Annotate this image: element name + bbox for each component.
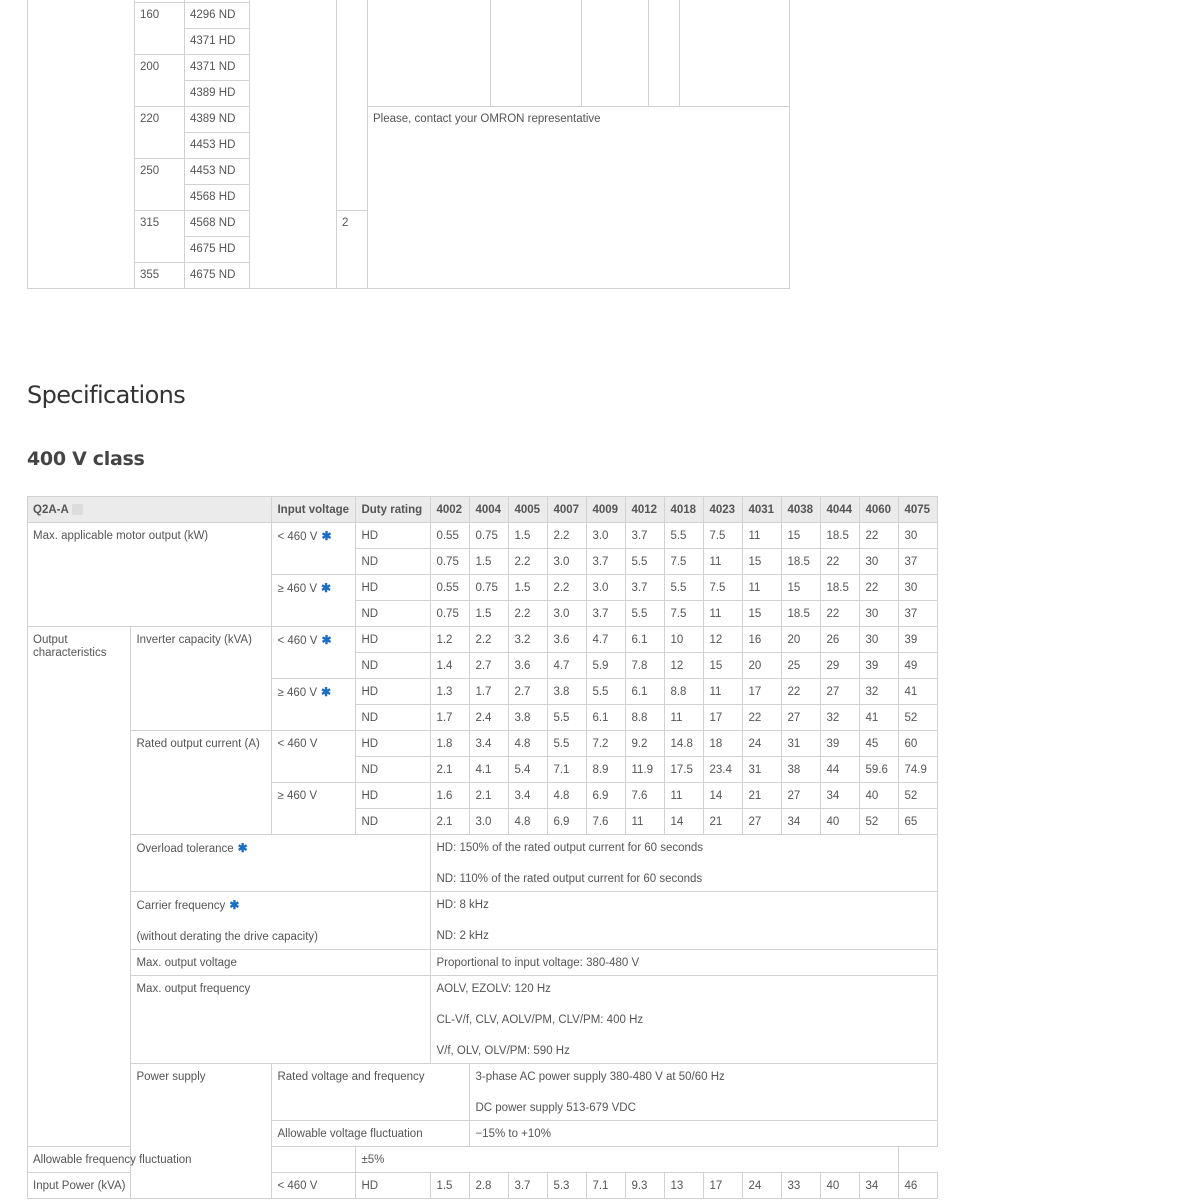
- value-cell: 65: [899, 809, 938, 835]
- value-cell: 38: [782, 757, 821, 783]
- value-cell: 14: [704, 783, 743, 809]
- duty-hd: HD: [356, 783, 431, 809]
- value-cell: 12: [665, 653, 704, 679]
- value-cell: 3.0: [548, 601, 587, 627]
- value-cell: 4.8: [509, 809, 548, 835]
- value-cell: 24: [743, 1173, 782, 1199]
- model-column-header: 4023: [704, 497, 743, 523]
- value-cell: 17: [704, 1173, 743, 1199]
- value-cell: 3.6: [548, 627, 587, 653]
- subsection-title: 400 V class: [27, 448, 145, 470]
- value-cell: 30: [899, 523, 938, 549]
- value-cell: 6.9: [587, 783, 626, 809]
- duty-hd: HD: [356, 731, 431, 757]
- value-cell: 27: [743, 809, 782, 835]
- table-row: [28, 950, 938, 976]
- value-cell: 21: [704, 809, 743, 835]
- value-cell: 22: [782, 679, 821, 705]
- value-cell: 3.4: [509, 783, 548, 809]
- power-cell: 355: [135, 263, 185, 289]
- row-label-max-frequency: Max. output frequency: [131, 976, 431, 1064]
- value-cell: 0.75: [470, 523, 509, 549]
- value-cell: 7.5: [704, 575, 743, 601]
- blank-cell: [680, 0, 790, 107]
- value-cell: 7.5: [704, 523, 743, 549]
- value-cell: 11: [665, 783, 704, 809]
- value-cell: 41: [899, 679, 938, 705]
- value-cell: 2.2: [509, 549, 548, 575]
- voltage-lt460: < 460 V ✱: [272, 627, 356, 679]
- value-cell: 20: [743, 653, 782, 679]
- value-cell: 31: [743, 757, 782, 783]
- value-cell: 0.75: [431, 549, 470, 575]
- value-cell: 7.5: [665, 549, 704, 575]
- allow-voltage-value: −15% to +10%: [470, 1121, 938, 1147]
- value-cell: 5.5: [626, 601, 665, 627]
- value-cell: 22: [821, 601, 860, 627]
- input-voltage-header: Input voltage: [272, 497, 356, 523]
- value-cell: 7.2: [587, 731, 626, 757]
- info-icon[interactable]: [72, 504, 83, 515]
- table-row: [28, 892, 938, 950]
- value-cell: 5.4: [509, 757, 548, 783]
- value-cell: 34: [782, 809, 821, 835]
- table-row: [28, 523, 938, 549]
- value-cell: 32: [860, 679, 899, 705]
- value-cell: 30: [860, 601, 899, 627]
- value-cell: 2.1: [431, 809, 470, 835]
- value-cell: 5.5: [665, 523, 704, 549]
- model-column-header: 4002: [431, 497, 470, 523]
- value-cell: 5.5: [587, 679, 626, 705]
- max-frequency-values: AOLV, EZOLV: 120 Hz CL-V/f, CLV, AOLV/PM, CLV/PM: 400 Hz V/f, OLV, OLV/PM: 590 Hz: [431, 976, 938, 1064]
- value-cell: 2.7: [509, 679, 548, 705]
- value-cell: 1.5: [509, 523, 548, 549]
- value-cell: 25: [782, 653, 821, 679]
- value-cell: 4.7: [587, 627, 626, 653]
- value-cell: 27: [782, 705, 821, 731]
- value-cell: 6.1: [626, 679, 665, 705]
- value-cell: 5.3: [548, 1173, 587, 1199]
- value-cell: 15: [704, 653, 743, 679]
- duty-nd: ND: [356, 809, 431, 835]
- value-cell: 40: [860, 783, 899, 809]
- value-cell: 7.1: [587, 1173, 626, 1199]
- model-column-header: 4044: [821, 497, 860, 523]
- value-cell: 10: [665, 627, 704, 653]
- blank-cell: [337, 0, 368, 211]
- value-cell: 32: [821, 705, 860, 731]
- model-cell: 4453 ND: [185, 159, 250, 185]
- value-cell: 27: [782, 783, 821, 809]
- value-cell: 22: [860, 575, 899, 601]
- value-cell: 52: [899, 783, 938, 809]
- model-column-header: 4031: [743, 497, 782, 523]
- value-cell: 17: [704, 705, 743, 731]
- value-cell: 11: [704, 549, 743, 575]
- contact-note: Please, contact your OMRON representative: [368, 107, 790, 289]
- value-cell: 22: [821, 549, 860, 575]
- value-cell: 2.2: [548, 575, 587, 601]
- value-cell: 1.6: [431, 783, 470, 809]
- value-cell: 0.55: [431, 523, 470, 549]
- value-cell: 11: [743, 575, 782, 601]
- duty-hd: HD: [356, 575, 431, 601]
- value-cell: 2.8: [470, 1173, 509, 1199]
- value-cell: 11: [743, 523, 782, 549]
- value-cell: 3.0: [587, 575, 626, 601]
- table-row: [28, 731, 938, 757]
- duty-hd: HD: [356, 1173, 431, 1199]
- rated-voltage-values: 3-phase AC power supply 380-480 V at 50/60 Hz DC power supply 513-679 VDC: [470, 1064, 938, 1121]
- model-cell: 4568 HD: [185, 185, 250, 211]
- value-cell: 5.5: [548, 731, 587, 757]
- value-cell: 23.4: [704, 757, 743, 783]
- value-cell: 29: [821, 653, 860, 679]
- table-row: [28, 1147, 938, 1173]
- value-cell: 15: [743, 549, 782, 575]
- value-cell: 6.9: [548, 809, 587, 835]
- duty-nd: ND: [356, 757, 431, 783]
- value-cell: 17.5: [665, 757, 704, 783]
- value-cell: 0.55: [431, 575, 470, 601]
- model-column-header: 4005: [509, 497, 548, 523]
- value-cell: 3.7: [626, 523, 665, 549]
- value-cell: 9.2: [626, 731, 665, 757]
- power-cell: 250: [135, 159, 185, 211]
- value-cell: 52: [899, 705, 938, 731]
- power-cell: 315: [135, 211, 185, 263]
- value-cell: 4.1: [470, 757, 509, 783]
- model-header-label: Q2A-A: [33, 504, 69, 516]
- duty-nd: ND: [356, 601, 431, 627]
- value-cell: 11: [704, 601, 743, 627]
- value-cell: 37: [899, 549, 938, 575]
- model-cell: 4371 HD: [185, 29, 250, 55]
- row-label-inverter-capacity: Inverter capacity (kVA): [131, 627, 272, 731]
- value-cell: 27: [821, 679, 860, 705]
- table-row: [28, 1064, 938, 1121]
- value-cell: 11: [626, 809, 665, 835]
- value-cell: 59.6: [860, 757, 899, 783]
- value-cell: 5.5: [665, 575, 704, 601]
- value-cell: 6.1: [587, 705, 626, 731]
- value-cell: 74.9: [899, 757, 938, 783]
- model-cell: 4296 ND: [185, 3, 250, 29]
- value-cell: 18.5: [821, 523, 860, 549]
- value-cell: 18.5: [782, 601, 821, 627]
- voltage-lt460: < 460 V ✱: [272, 523, 356, 575]
- model-cell: 4453 HD: [185, 133, 250, 159]
- table-row: [28, 976, 938, 1064]
- blank-cell: [649, 0, 680, 107]
- voltage-lt460: < 460 V: [272, 731, 356, 783]
- value-cell: 18: [704, 731, 743, 757]
- value-cell: 1.3: [431, 679, 470, 705]
- power-cell: 220: [135, 107, 185, 159]
- value-cell: 3.6: [509, 653, 548, 679]
- value-cell: 6.1: [626, 627, 665, 653]
- value-cell: 16: [743, 627, 782, 653]
- header-row: [28, 497, 938, 523]
- section-title: Specifications: [27, 381, 186, 409]
- model-column-header: 4004: [470, 497, 509, 523]
- blank-cell: [28, 0, 135, 289]
- value-cell: 1.5: [470, 549, 509, 575]
- value-cell: 22: [743, 705, 782, 731]
- value-cell: 3.2: [509, 627, 548, 653]
- value-cell: 2.2: [548, 523, 587, 549]
- value-cell: 2.4: [470, 705, 509, 731]
- power-cell: 160: [135, 3, 185, 55]
- duty-nd: ND: [356, 549, 431, 575]
- value-cell: 7.6: [587, 809, 626, 835]
- value-cell: 5.5: [626, 549, 665, 575]
- row-label-allow-voltage: Allowable voltage fluctuation: [272, 1121, 470, 1147]
- value-cell: 39: [821, 731, 860, 757]
- value-cell: 52: [860, 809, 899, 835]
- value-cell: 18.5: [782, 549, 821, 575]
- value-cell: 7.6: [626, 783, 665, 809]
- value-cell: 2.2: [470, 627, 509, 653]
- asterisk-footnote-icon[interactable]: ✱: [237, 841, 248, 855]
- value-cell: 9.3: [626, 1173, 665, 1199]
- value-cell: 39: [860, 653, 899, 679]
- value-cell: 8.9: [587, 757, 626, 783]
- value-cell: 34: [860, 1173, 899, 1199]
- value-cell: 39: [899, 627, 938, 653]
- value-cell: 1.8: [431, 731, 470, 757]
- blank-cell: [491, 0, 582, 107]
- model-column-header: 4009: [587, 497, 626, 523]
- value-cell: 18.5: [821, 575, 860, 601]
- model-column-header: 4075: [899, 497, 938, 523]
- model-cell: 4568 ND: [185, 211, 250, 237]
- model-column-header: 4038: [782, 497, 821, 523]
- frame-number-cell: 2: [337, 211, 368, 289]
- value-cell: 37: [899, 601, 938, 627]
- value-cell: 3.4: [470, 731, 509, 757]
- value-cell: 1.5: [470, 601, 509, 627]
- value-cell: 15: [782, 575, 821, 601]
- model-column-header: 4018: [665, 497, 704, 523]
- value-cell: 12: [704, 627, 743, 653]
- value-cell: 34: [821, 783, 860, 809]
- value-cell: 17: [743, 679, 782, 705]
- asterisk-footnote-icon[interactable]: ✱: [321, 581, 332, 595]
- allow-frequency-value: ±5%: [356, 1147, 899, 1173]
- value-cell: 8.8: [665, 679, 704, 705]
- row-label-rated-current: Rated output current (A): [131, 731, 272, 835]
- value-cell: 3.7: [587, 549, 626, 575]
- value-cell: 3.7: [509, 1173, 548, 1199]
- value-cell: 15: [782, 523, 821, 549]
- value-cell: 7.5: [665, 601, 704, 627]
- value-cell: 22: [860, 523, 899, 549]
- value-cell: 45: [860, 731, 899, 757]
- value-cell: 30: [860, 549, 899, 575]
- value-cell: 3.8: [548, 679, 587, 705]
- value-cell: 1.2: [431, 627, 470, 653]
- model-cell: 4371 ND: [185, 55, 250, 81]
- row-label-max-voltage: Max. output voltage: [131, 950, 431, 976]
- value-cell: 2.1: [470, 783, 509, 809]
- value-cell: 60: [899, 731, 938, 757]
- row-group-power-supply: Power supply: [131, 1064, 272, 1199]
- value-cell: 49: [899, 653, 938, 679]
- value-cell: 1.7: [431, 705, 470, 731]
- value-cell: 31: [782, 731, 821, 757]
- value-cell: 3.8: [509, 705, 548, 731]
- value-cell: 1.4: [431, 653, 470, 679]
- table-row: [28, 835, 938, 892]
- asterisk-footnote-icon[interactable]: ✱: [321, 633, 332, 647]
- blank-cell: [582, 0, 649, 107]
- value-cell: 30: [899, 575, 938, 601]
- value-cell: 13: [665, 1173, 704, 1199]
- duty-rating-header: Duty rating: [356, 497, 431, 523]
- specifications-table: [27, 496, 938, 1199]
- asterisk-footnote-icon[interactable]: ✱: [321, 685, 332, 699]
- voltage-lt460: < 460 V: [272, 1173, 356, 1199]
- power-cell: 200: [135, 55, 185, 107]
- value-cell: 2.1: [431, 757, 470, 783]
- value-cell: 11.9: [626, 757, 665, 783]
- value-cell: 1.5: [431, 1173, 470, 1199]
- model-column-header: 4060: [860, 497, 899, 523]
- row-group-output: Output characteristics: [28, 627, 131, 1147]
- row-label-carrier: Carrier frequency ✱ (without derating the drive capacity): [131, 892, 431, 950]
- value-cell: 4.8: [548, 783, 587, 809]
- value-cell: 24: [743, 731, 782, 757]
- duty-nd: ND: [356, 653, 431, 679]
- value-cell: 40: [821, 1173, 860, 1199]
- value-cell: 14: [665, 809, 704, 835]
- value-cell: 26: [821, 627, 860, 653]
- blank-cell: [368, 0, 491, 107]
- value-cell: 20: [782, 627, 821, 653]
- overload-values: HD: 150% of the rated output current for 60 seconds ND: 110% of the rated output current for 60 seconds: [431, 835, 938, 892]
- row-label-allow-frequency: Allowable frequency fluctuation: [28, 1147, 356, 1173]
- row-label-max-motor: Max. applicable motor output (kW): [28, 523, 272, 627]
- value-cell: 3.7: [626, 575, 665, 601]
- model-column-header: 4007: [548, 497, 587, 523]
- value-cell: 4.7: [548, 653, 587, 679]
- duty-hd: HD: [356, 627, 431, 653]
- duty-nd: ND: [356, 705, 431, 731]
- value-cell: 3.0: [470, 809, 509, 835]
- blank-cell: [250, 0, 337, 289]
- value-cell: 1.7: [470, 679, 509, 705]
- carrier-values: HD: 8 kHz ND: 2 kHz: [431, 892, 938, 950]
- table-row: [28, 107, 790, 133]
- value-cell: 11: [704, 679, 743, 705]
- value-cell: 41: [860, 705, 899, 731]
- model-cell: 4389 ND: [185, 107, 250, 133]
- value-cell: 11: [665, 705, 704, 731]
- value-cell: 46: [899, 1173, 938, 1199]
- voltage-ge460: ≥ 460 V: [272, 783, 356, 835]
- value-cell: 21: [743, 783, 782, 809]
- model-column-header: 4012: [626, 497, 665, 523]
- value-cell: 8.8: [626, 705, 665, 731]
- voltage-ge460: ≥ 460 V ✱: [272, 575, 356, 627]
- model-header: [28, 497, 272, 523]
- model-list-table: [27, 0, 790, 289]
- asterisk-footnote-icon[interactable]: ✱: [321, 529, 332, 543]
- duty-hd: HD: [356, 679, 431, 705]
- value-cell: 30: [860, 627, 899, 653]
- row-label-overload: Overload tolerance ✱: [131, 835, 431, 892]
- value-cell: 4.8: [509, 731, 548, 757]
- value-cell: 3.7: [587, 601, 626, 627]
- value-cell: 15: [743, 601, 782, 627]
- row-label-rated-voltage: Rated voltage and frequency: [272, 1064, 470, 1121]
- value-cell: 3.0: [587, 523, 626, 549]
- value-cell: 40: [821, 809, 860, 835]
- max-voltage-value: Proportional to input voltage: 380-480 V: [431, 950, 938, 976]
- value-cell: 0.75: [431, 601, 470, 627]
- voltage-ge460: ≥ 460 V ✱: [272, 679, 356, 731]
- row-label-input-power: Input Power (kVA): [28, 1173, 131, 1199]
- duty-hd: HD: [356, 523, 431, 549]
- value-cell: 2.7: [470, 653, 509, 679]
- value-cell: 5.5: [548, 705, 587, 731]
- value-cell: 33: [782, 1173, 821, 1199]
- value-cell: 14.8: [665, 731, 704, 757]
- table-row: [28, 627, 938, 653]
- value-cell: 2.2: [509, 601, 548, 627]
- value-cell: 0.75: [470, 575, 509, 601]
- value-cell: 7.1: [548, 757, 587, 783]
- asterisk-footnote-icon[interactable]: ✱: [229, 898, 240, 912]
- value-cell: 5.9: [587, 653, 626, 679]
- model-cell: 4389 HD: [185, 81, 250, 107]
- value-cell: 1.5: [509, 575, 548, 601]
- value-cell: 7.8: [626, 653, 665, 679]
- value-cell: 3.0: [548, 549, 587, 575]
- value-cell: 44: [821, 757, 860, 783]
- model-cell: 4675 ND: [185, 263, 250, 289]
- model-cell: 4675 HD: [185, 237, 250, 263]
